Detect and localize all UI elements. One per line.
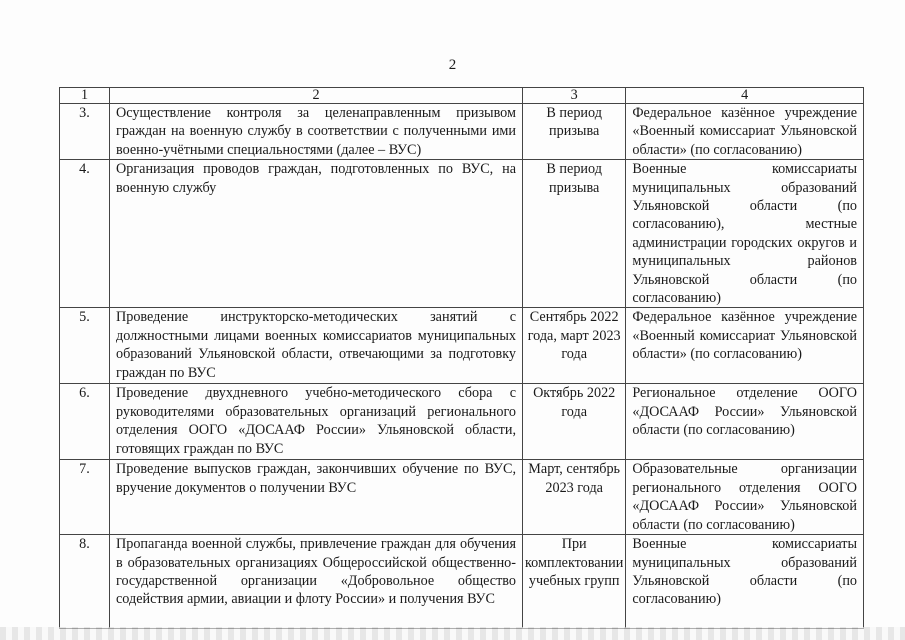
table-row: [60, 460, 864, 535]
row-activity: Организация проводов граждан, подготовленных по ВУС, на военную службу: [110, 160, 523, 308]
row-term: Октябрь 2022 года: [523, 384, 626, 460]
table-row: [60, 308, 864, 384]
row-number: 3.: [60, 104, 110, 160]
row-number: 6.: [60, 384, 110, 460]
row-activity: Осуществление контроля за целенаправленным призывом граждан на военную службу в соответствии с полученными ими военно-учётными специальностями (далее – ВУС): [110, 104, 523, 160]
row-executor: Образовательные организации регионального отделения ООГО «ДОСААФ России» Ульяновской области (по согласованию): [626, 460, 864, 535]
row-number: 4.: [60, 160, 110, 308]
table-row: [60, 384, 864, 460]
row-term: В период призыва: [523, 104, 626, 160]
header-col-2: 2: [110, 88, 523, 104]
header-col-3: 3: [523, 88, 626, 104]
row-activity: Пропаганда военной службы, привлечение граждан для обучения в образовательных организациях Общероссийской общественно-государственной организации «Добровольное общество содействия армии, авиации и флоту России» и получения ВУС: [110, 535, 523, 629]
table-row: [60, 160, 864, 308]
row-executor: Военные комиссариаты муниципальных образований Ульяновской области (по согласованию): [626, 535, 864, 629]
table-row: [60, 104, 864, 160]
page-number: 2: [448, 57, 457, 73]
row-term: Сентябрь 2022 года, март 2023 года: [523, 308, 626, 384]
row-activity: Проведение двухдневного учебно-методического сбора с руководителями образовательных организаций регионального отделения ООГО «ДОСААФ России» Ульяновской области, готовящих граждан по ВУС: [110, 384, 523, 460]
header-col-1: 1: [60, 88, 110, 104]
row-number: 8.: [60, 535, 110, 629]
row-term: При комплектовании учебных групп: [523, 535, 626, 629]
table-header-row: [60, 88, 864, 104]
row-executor: Региональное отделение ООГО «ДОСААФ России» Ульяновской области (по согласованию): [626, 384, 864, 460]
table-row: [60, 535, 864, 629]
row-executor: Федеральное казённое учреждение «Военный комиссариат Ульяновской области» (по согласованию): [626, 308, 864, 384]
row-number: 7.: [60, 460, 110, 535]
header-col-4: 4: [626, 88, 864, 104]
plan-table: [59, 87, 864, 629]
row-number: 5.: [60, 308, 110, 384]
row-activity: Проведение выпусков граждан, закончивших обучение по ВУС, вручение документов о получении ВУС: [110, 460, 523, 535]
row-executor: Федеральное казённое учреждение «Военный комиссариат Ульяновской области» (по согласованию): [626, 104, 864, 160]
row-executor: Военные комиссариаты муниципальных образований Ульяновской области (по согласованию), местные администрации городских округов и муниципальных районов Ульяновской области (по согласованию): [626, 160, 864, 308]
scan-edge: [0, 627, 905, 640]
row-activity: Проведение инструкторско-методических занятий с должностными лицами военных комиссариатов муниципальных образований Ульяновской области, отвечающими за подготовку граждан по ВУС: [110, 308, 523, 384]
row-term: В период призыва: [523, 160, 626, 308]
row-term: Март, сентябрь 2023 года: [523, 460, 626, 535]
